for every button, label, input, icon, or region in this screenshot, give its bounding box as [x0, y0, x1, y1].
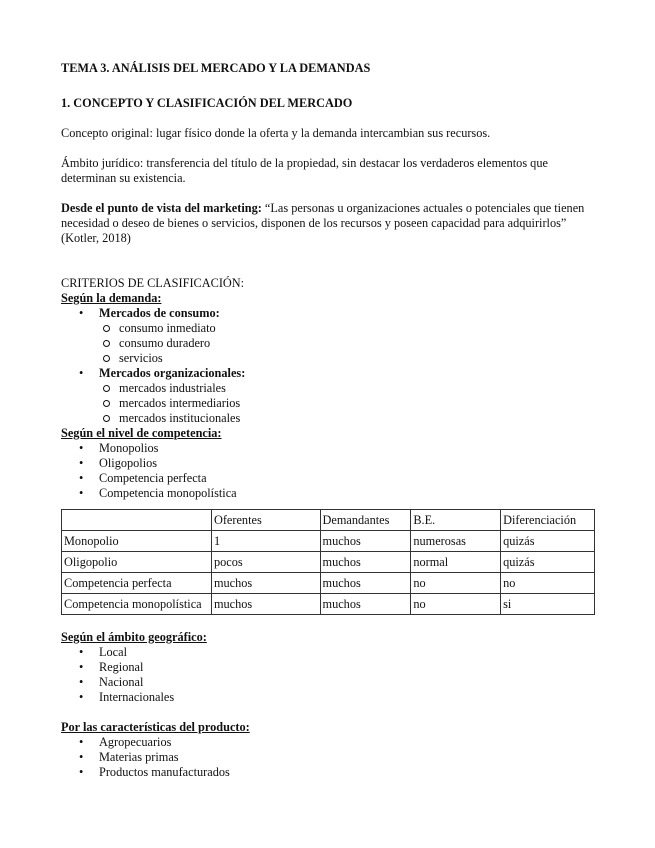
table-cell: numerosas — [411, 531, 501, 552]
table-cell: muchos — [320, 552, 411, 573]
table-row — [62, 552, 595, 573]
paragraph-ambito-juridico: Ámbito jurídico: transferencia del título de la propiedad, sin destacar los verdaderos elementos que determinan su existencia. — [61, 156, 548, 185]
section-demanda: Según la demanda: — [61, 291, 162, 305]
table-cell: muchos — [211, 573, 320, 594]
table-row — [62, 531, 595, 552]
section-producto: Por las características del producto: — [61, 720, 250, 734]
organizacionales-sublist — [99, 381, 601, 426]
table-cell: muchos — [320, 573, 411, 594]
list-item: • Competencia perfecta — [61, 471, 601, 486]
consumo-sublist — [99, 321, 601, 366]
document-page — [61, 61, 601, 780]
paragraph-marketing — [61, 201, 601, 246]
table-cell: muchos — [320, 531, 411, 552]
table-header-cell: Diferenciación — [501, 510, 595, 531]
table-header-cell: Demandantes — [320, 510, 411, 531]
table-header-cell: Oferentes — [211, 510, 320, 531]
section-competencia: Según el nivel de competencia: — [61, 426, 222, 440]
list-item: • Competencia monopolística — [61, 486, 601, 501]
group-label-consumo: Mercados de consumo: — [99, 306, 220, 320]
list-item — [61, 366, 601, 426]
table-row — [62, 573, 595, 594]
list-item: • Oligopolios — [61, 456, 601, 471]
list-item: • Productos manufacturados — [61, 765, 601, 780]
section-geografico: Según el ámbito geográfico: — [61, 630, 207, 644]
sublist-item: consumo inmediato — [99, 321, 601, 336]
table-cell: Monopolio — [62, 531, 212, 552]
table-cell: Oligopolio — [62, 552, 212, 573]
document-title: TEMA 3. ANÁLISIS DEL MERCADO Y LA DEMANDAS — [61, 61, 371, 75]
table-cell: 1 — [211, 531, 320, 552]
list-item — [61, 306, 601, 366]
list-item: • Monopolios — [61, 441, 601, 456]
table-header-row — [62, 510, 595, 531]
table-cell: muchos — [211, 594, 320, 615]
list-item: • Regional — [61, 660, 601, 675]
sublist-item: mercados institucionales — [99, 411, 601, 426]
group-label-organizacionales: Mercados organizacionales: — [99, 366, 246, 380]
table-cell: quizás — [501, 552, 595, 573]
marketing-lead: Desde el punto de vista del marketing: — [61, 201, 262, 215]
table-cell: pocos — [211, 552, 320, 573]
table-cell: si — [501, 594, 595, 615]
table-cell: normal — [411, 552, 501, 573]
competencia-list — [61, 441, 601, 501]
list-item: • Internacionales — [61, 690, 601, 705]
table-cell: no — [411, 594, 501, 615]
table-cell: Competencia monopolística — [62, 594, 212, 615]
criterios-title: CRITERIOS DE CLASIFICACIÓN: — [61, 276, 245, 290]
table-header-cell: B.E. — [411, 510, 501, 531]
producto-list — [61, 735, 601, 780]
table-cell: muchos — [320, 594, 411, 615]
marketing-definition: “Las personas u organizaciones actuales o potenciales que tienen necesidad o deseo de bienes o servicios, disponen de los recursos y poseen capacidad para adquirirlos” (Kotler, 2018) — [61, 201, 585, 245]
competition-table — [61, 509, 595, 615]
paragraph-concepto-original: Concepto original: lugar físico donde la oferta y la demanda intercambian sus recursos. — [61, 126, 491, 140]
list-item: • Agropecuarios — [61, 735, 601, 750]
sublist-item: mercados industriales — [99, 381, 601, 396]
sublist-item: servicios — [99, 351, 601, 366]
table-cell: no — [501, 573, 595, 594]
table-cell: quizás — [501, 531, 595, 552]
list-item: • Nacional — [61, 675, 601, 690]
table-cell: Competencia perfecta — [62, 573, 212, 594]
table-header-cell — [62, 510, 212, 531]
demanda-list — [61, 306, 601, 426]
list-item: • Materias primas — [61, 750, 601, 765]
sublist-item: mercados intermediarios — [99, 396, 601, 411]
geografico-list — [61, 645, 601, 705]
list-item: • Local — [61, 645, 601, 660]
table-row — [62, 594, 595, 615]
sublist-item: consumo duradero — [99, 336, 601, 351]
table-cell: no — [411, 573, 501, 594]
section-heading-concepto: 1. CONCEPTO Y CLASIFICACIÓN DEL MERCADO — [61, 96, 353, 110]
